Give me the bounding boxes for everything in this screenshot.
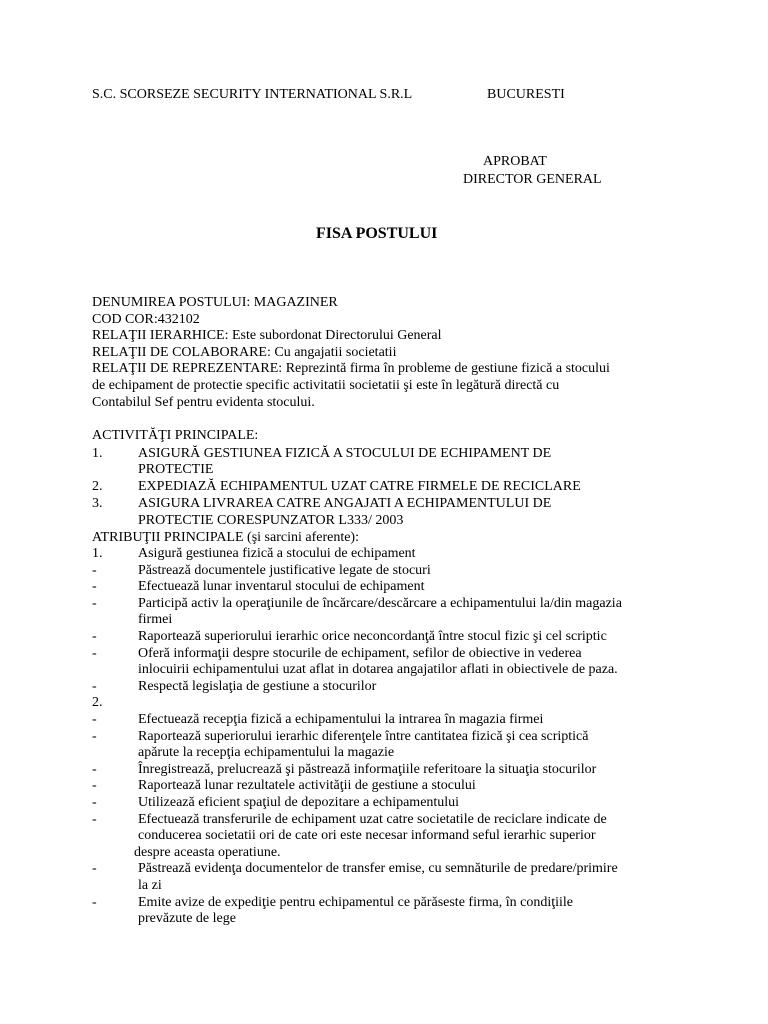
relatii-reprezentare-line: RELAŢII DE REPREZENTARE: Reprezintă firma în probleme de gestiune fizică a stocului xyxy=(92,361,610,376)
atributie-marker: - xyxy=(92,596,97,611)
atributie-text: apărute la recepţia echipamentului la magazie xyxy=(138,745,395,760)
relatii-reprezentare-line: Contabilul Sef pentru evidenta stocului. xyxy=(92,395,315,410)
atributie-marker: - xyxy=(92,729,97,744)
atributie-marker: - xyxy=(92,629,97,644)
atributie-text: Raportează superiorului ierarhic orice neconcordanţă între stocul fizic şi cel scriptic xyxy=(138,629,607,644)
atributie-text: Raportează superiorului ierarhic diferenţele între cantitatea fizică şi cea scriptică xyxy=(138,729,589,744)
relatii-reprezentare-line: de echipament de protectie specific activitatii societatii şi este în legătură directă cu xyxy=(92,378,560,393)
activitate-line: EXPEDIAZĂ ECHIPAMENTUL UZAT CATRE FIRMELE DE RECICLARE xyxy=(138,479,581,494)
atributie-text: Emite avize de expediţie pentru echipamentul ce părăseste firma, în condiţiile xyxy=(138,895,573,910)
atributie-marker: - xyxy=(92,861,97,876)
atributie-text: Utilizează eficient spaţiul de depozitare a echipamentului xyxy=(138,795,460,810)
atributie-marker: - xyxy=(92,762,97,777)
atributie-text: Efectuează transferurile de echipament uzat catre societatile de reciclare indicate de xyxy=(138,812,607,827)
atributie-marker: - xyxy=(92,812,97,827)
approved-label: APROBAT xyxy=(483,154,547,169)
atributie-text: Efectuează lunar inventarul stocului de echipament xyxy=(138,579,425,594)
atributie-marker: 1. xyxy=(92,546,103,561)
activitate-line: ASIGURA LIVRAREA CATRE ANGAJATI A ECHIPAMENTULUI DE xyxy=(138,496,552,511)
company-name: S.C. SCORSEZE SECURITY INTERNATIONAL S.R.L xyxy=(92,87,413,102)
atributie-text: inlocuirii echipamentului uzat aflat in dotarea angajatilor aflati in obiectivele de paza. xyxy=(138,662,618,677)
atributie-text: conducerea societatii ori de cate ori este necesar informand seful ierarhic superior xyxy=(138,828,596,843)
atributie-text: la zi xyxy=(138,878,162,893)
atributie-text: Participă activ la operaţiunile de încărcare/descărcare a echipamentului la/din magazia xyxy=(138,596,622,611)
atributie-text: Înregistrează, prelucrează şi păstrează informaţiile referitoare la situaţia stocurilor xyxy=(138,762,597,777)
activitate-line: PROTECTIE xyxy=(138,462,214,477)
activitate-number: 3. xyxy=(92,496,103,511)
atributie-marker: - xyxy=(92,679,97,694)
atributie-text: Respectă legislaţia de gestiune a stocurilor xyxy=(138,679,377,694)
director-label: DIRECTOR GENERAL xyxy=(463,172,602,187)
atributie-text: Oferă informaţii despre stocurile de echipament, sefilor de obiective in vederea xyxy=(138,646,582,661)
atributie-text: Asigură gestiunea fizică a stocului de echipament xyxy=(138,546,416,561)
cod-cor: COD COR:432102 xyxy=(92,312,200,327)
atributie-text: firmei xyxy=(138,612,173,627)
activitati-heading: ACTIVITĂŢI PRINCIPALE: xyxy=(92,428,259,443)
relatii-ierarhice: RELAŢII IERARHICE: Este subordonat Directorului General xyxy=(92,328,442,343)
atributie-text: Efectuează recepţia fizică a echipamentului la intrarea în magazia firmei xyxy=(138,712,544,727)
atributie-text: prevăzute de lege xyxy=(138,911,236,926)
atributie-marker: - xyxy=(92,712,97,727)
activitate-line: ASIGURĂ GESTIUNEA FIZICĂ A STOCULUI DE ECHIPAMENT DE xyxy=(138,446,552,461)
city: BUCURESTI xyxy=(487,87,565,102)
post-name: DENUMIREA POSTULUI: MAGAZINER xyxy=(92,295,338,310)
atributie-marker: - xyxy=(92,563,97,578)
activitate-number: 2. xyxy=(92,479,103,494)
atributie-text: Păstrează evidenţa documentelor de transfer emise, cu semnăturile de predare/primire xyxy=(138,861,618,876)
atributie-marker: - xyxy=(92,795,97,810)
atributie-marker: - xyxy=(92,646,97,661)
atributie-text: despre aceasta operatiune. xyxy=(134,845,281,860)
atributii-heading: ATRIBUŢII PRINCIPALE (şi sarcini aferente): xyxy=(92,530,359,545)
page-title: FISA POSTULUI xyxy=(316,225,438,242)
atributie-marker: - xyxy=(92,895,97,910)
atributie-text: Raportează lunar rezultatele activităţii de gestiune a stocului xyxy=(138,778,476,793)
relatii-colaborare: RELAŢII DE COLABORARE: Cu angajatii societatii xyxy=(92,345,397,360)
atributie-marker: - xyxy=(92,778,97,793)
atributie-marker: 2. xyxy=(92,695,103,710)
atributie-text: Păstrează documentele justificative legate de stocuri xyxy=(138,563,431,578)
atributie-marker: - xyxy=(92,579,97,594)
activitate-line: PROTECTIE CORESPUNZATOR L333/ 2003 xyxy=(138,513,404,528)
activitate-number: 1. xyxy=(92,446,103,461)
